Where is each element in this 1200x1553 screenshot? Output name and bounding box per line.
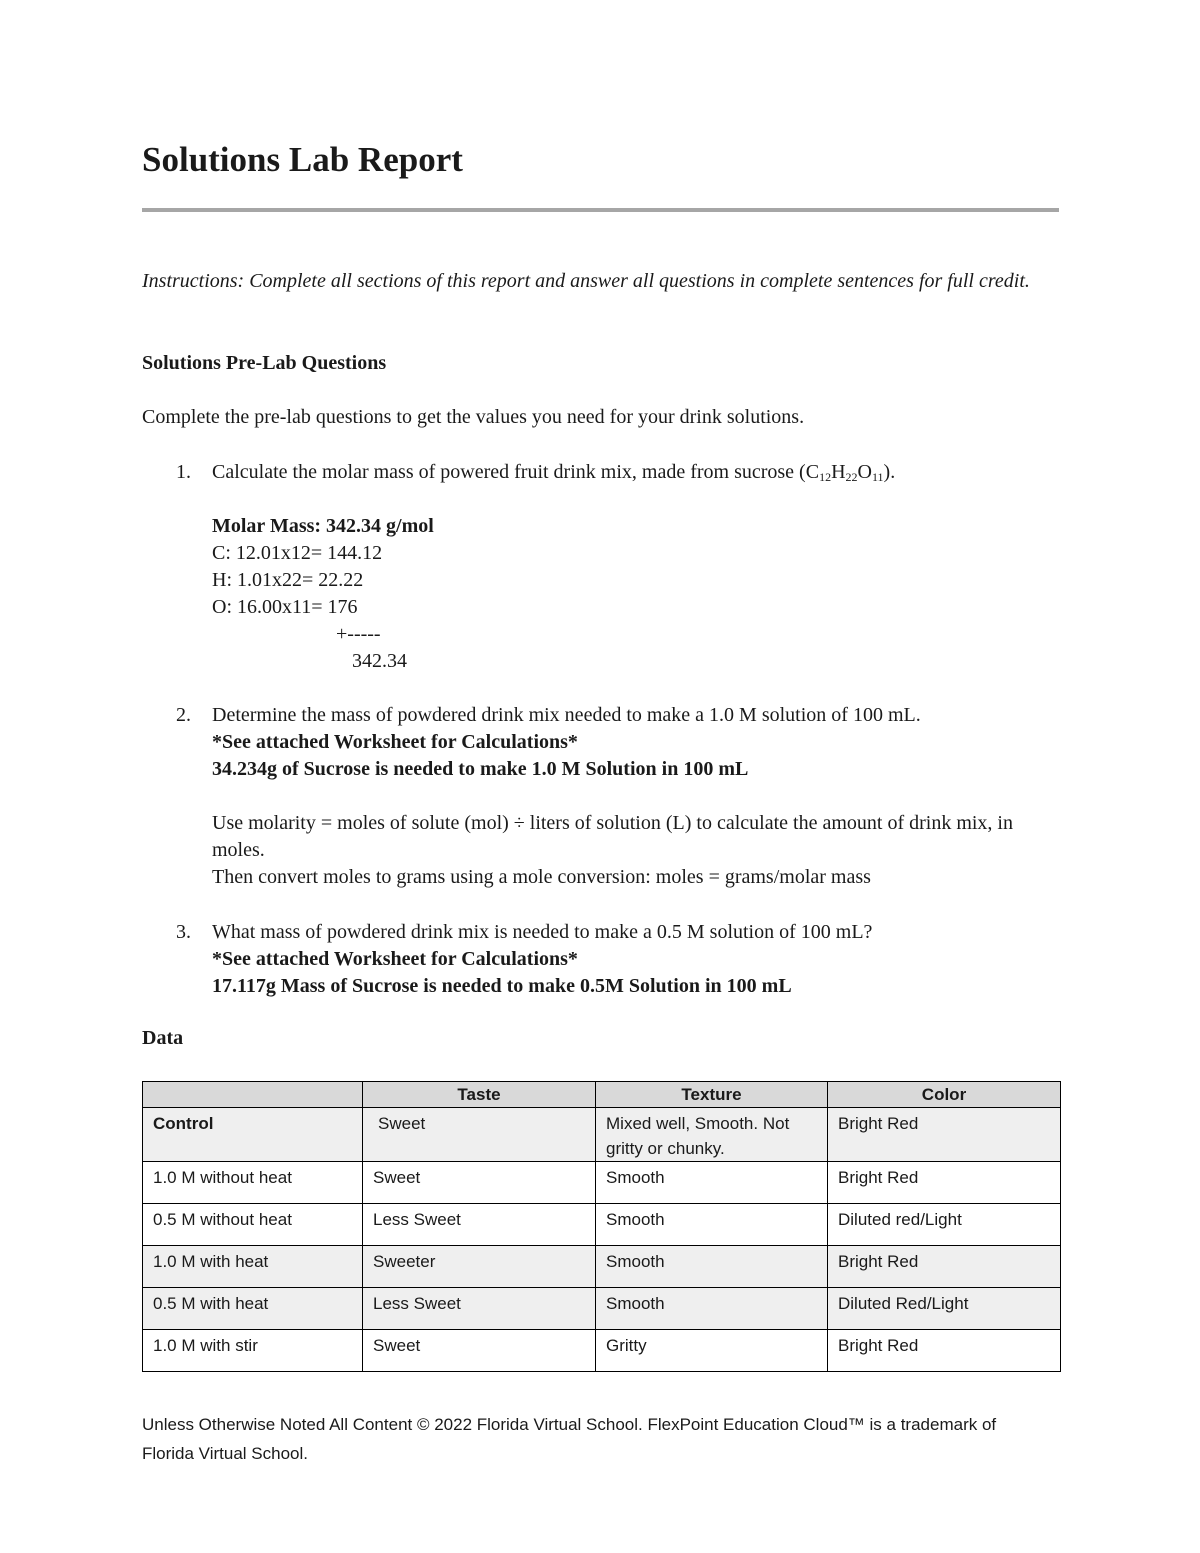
instructions-text: Instructions: Complete all sections of this report and answer all questions in complete sentences for full credit. <box>142 270 1030 292</box>
column-header: Texture <box>596 1082 828 1108</box>
worksheet-note: *See attached Worksheet for Calculations* <box>212 731 578 753</box>
question-content <box>212 702 1057 891</box>
data-heading: Data <box>142 1027 184 1049</box>
prelab-intro: Complete the pre-lab questions to get the values you need for your drink solutions. <box>142 406 805 428</box>
table-row <box>143 1288 1061 1330</box>
taste-cell: Sweet <box>363 1330 596 1372</box>
sum-line: +----- <box>336 623 381 645</box>
texture-cell: Mixed well, Smooth. Not gritty or chunky. <box>596 1108 828 1162</box>
work-line: O: 16.00x11= 176 <box>212 596 358 618</box>
subscript: 11 <box>871 470 884 484</box>
taste-cell: Less Sweet <box>363 1204 596 1246</box>
prelab-heading: Solutions Pre-Lab Questions <box>142 352 387 374</box>
question-text <box>212 459 1057 486</box>
title-divider <box>142 208 1059 212</box>
color-cell: Bright Red <box>828 1330 1061 1372</box>
hint-text: Then convert moles to grams using a mole conversion: moles = grams/molar mass <box>212 866 871 888</box>
question-text-part: H <box>831 461 846 483</box>
molar-mass-answer: Molar Mass: 342.34 g/mol <box>212 515 434 537</box>
row-label: 1.0 M without heat <box>143 1162 363 1204</box>
question-number: 2. <box>176 704 191 726</box>
subscript: 22 <box>845 470 858 484</box>
column-header <box>143 1082 363 1108</box>
sum-total: 342.34 <box>352 650 407 672</box>
table-header-row <box>143 1082 1061 1108</box>
color-cell: Bright Red <box>828 1162 1061 1204</box>
color-cell: Diluted red/Light <box>828 1204 1061 1246</box>
column-header: Taste <box>363 1082 596 1108</box>
color-cell: Diluted Red/Light <box>828 1288 1061 1330</box>
texture-cell: Smooth <box>596 1246 828 1288</box>
question-text: Determine the mass of powdered drink mix needed to make a 1.0 M solution of 100 mL. <box>212 704 921 726</box>
row-label: Control <box>143 1108 363 1162</box>
worksheet-note: *See attached Worksheet for Calculations* <box>212 948 578 970</box>
copyright-footer: Unless Otherwise Noted All Content © 2022 Florida Virtual School. FlexPoint Education Cloud™ is a trademark of Florida Virtual School. <box>142 1415 997 1463</box>
question-text-part: ). <box>883 461 896 483</box>
subscript: 12 <box>819 470 832 484</box>
question-answer: 17.117g Mass of Sucrose is needed to make 0.5M Solution in 100 mL <box>212 975 792 997</box>
question-number: 3. <box>176 921 191 943</box>
column-header: Color <box>828 1082 1061 1108</box>
question-content <box>212 919 1057 1000</box>
table-row <box>143 1330 1061 1372</box>
question-content <box>212 459 1057 675</box>
page-title: Solutions Lab Report <box>142 140 463 179</box>
taste-cell: Sweet <box>363 1108 596 1162</box>
question-text-part: O <box>857 461 872 483</box>
table-row <box>143 1204 1061 1246</box>
texture-cell: Smooth <box>596 1288 828 1330</box>
taste-cell: Less Sweet <box>363 1288 596 1330</box>
question-answer: 34.234g of Sucrose is needed to make 1.0 M Solution in 100 mL <box>212 758 749 780</box>
row-label: 1.0 M with stir <box>143 1330 363 1372</box>
question-number: 1. <box>176 461 191 483</box>
work-line: H: 1.01x22= 22.22 <box>212 569 364 591</box>
row-label: 1.0 M with heat <box>143 1246 363 1288</box>
question-text-part: Calculate the molar mass of powered fruit drink mix, made from sucrose (C <box>212 461 820 483</box>
data-table <box>142 1081 1061 1372</box>
taste-cell: Sweeter <box>363 1246 596 1288</box>
color-cell: Bright Red <box>828 1108 1061 1162</box>
work-line: C: 12.01x12= 144.12 <box>212 542 383 564</box>
row-label: 0.5 M without heat <box>143 1204 363 1246</box>
texture-cell: Gritty <box>596 1330 828 1372</box>
color-cell: Bright Red <box>828 1246 1061 1288</box>
texture-cell: Smooth <box>596 1204 828 1246</box>
question-text: What mass of powdered drink mix is needed to make a 0.5 M solution of 100 mL? <box>212 921 873 943</box>
hint-text: Use molarity = moles of solute (mol) ÷ liters of solution (L) to calculate the amount of drink mix, in moles. <box>212 812 1013 861</box>
table-row <box>143 1108 1061 1162</box>
table-row <box>143 1162 1061 1204</box>
texture-cell: Smooth <box>596 1162 828 1204</box>
table-row <box>143 1246 1061 1288</box>
taste-cell: Sweet <box>363 1162 596 1204</box>
row-label: 0.5 M with heat <box>143 1288 363 1330</box>
